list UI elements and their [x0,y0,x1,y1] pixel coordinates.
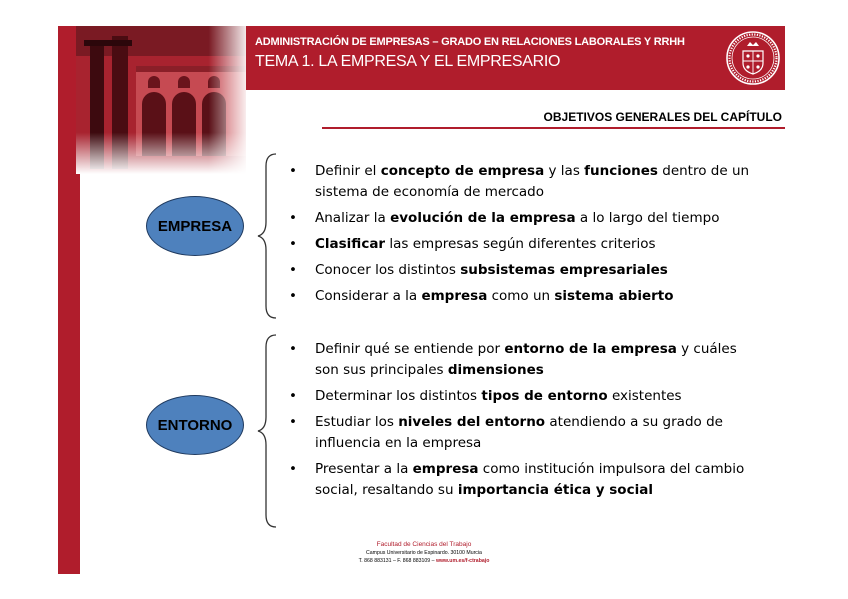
objective-item [286,234,756,255]
objective-text-bold: sistema abierto [554,288,674,304]
objective-text-bold: importancia ética y social [457,482,653,498]
objective-text-bold: tipos de entorno [481,388,608,404]
objective-text: Definir qué se entiende por [315,341,505,357]
objective-text-bold: empresa [412,461,479,477]
empresa-oval [146,196,244,256]
objective-text: y las [544,163,585,179]
footer-web-link[interactable]: www.um.es/f-ctrabajo [435,558,490,564]
section-divider [322,127,785,129]
footer-faculty: Facultad de Ciencias del Trabajo [376,541,472,548]
empresa-brace [256,152,280,320]
objective-text: las empresas según diferentes criterios [385,236,656,252]
objective-text-bold: subsistemas empresariales [460,262,668,278]
objective-text-bold: niveles del entorno [398,414,546,430]
objective-item [286,286,756,307]
objective-text: existentes [607,388,682,404]
header-topic: TEMA 1. LA EMPRESA Y EL EMPRESARIO [255,53,561,70]
objective-item [286,208,756,229]
entorno-oval [146,395,244,455]
objective-text: a lo largo del tiempo [575,210,720,226]
cloister-photo [76,26,246,174]
objective-text: Estudiar los [315,414,399,430]
objective-item [286,386,756,407]
section-title: OBJETIVOS GENERALES DEL CAPÍTULO [543,110,782,124]
entorno-objectives-list [286,339,756,506]
objective-text: Considerar a la [315,288,422,304]
empresa-objectives-list [286,161,756,312]
footer-phones: T. 868 883131 – F. 868 883109 – [358,558,436,564]
header-course: ADMINISTRACIÓN DE EMPRESAS – GRADO EN RELACIONES LABORALES Y RRHH [255,36,685,48]
objective-text-bold: evolución de la empresa [390,210,576,226]
objective-item [286,161,756,203]
objective-text-bold: Clasificar [315,236,386,252]
objective-text: Conocer los distintos [315,262,461,278]
objective-text: Presentar a la [315,461,413,477]
footer-contact [300,557,548,565]
objective-item [286,339,756,381]
objective-item [286,412,756,454]
footer-address: Campus Universitario de Espinardo. 30100 Murcia [366,550,482,556]
objective-text-bold: entorno de la empresa [504,341,677,357]
footer [300,540,548,565]
objective-text: dentro de un sistema de economía de mercado [315,163,750,200]
objective-text: atendiendo a su grado de influencia en la empresa [315,414,723,451]
objective-item [286,459,756,501]
objective-item [286,260,756,281]
objective-text-bold: funciones [584,163,658,179]
objective-text-bold: empresa [421,288,488,304]
objective-text-bold: dimensiones [447,362,544,378]
objective-text-bold: concepto de empresa [380,163,545,179]
empresa-label: EMPRESA [157,217,233,235]
objective-text: como institución impulsora del cambio social, resaltando su [315,461,745,498]
objective-text: y cuáles son sus principales [315,341,737,378]
objective-text: Definir el [315,163,381,179]
objective-text: Analizar la [315,210,391,226]
objective-text: como un [487,288,555,304]
university-seal [725,30,781,86]
entorno-brace [256,333,280,529]
entorno-label: ENTORNO [157,416,233,434]
objective-text: Determinar los distintos [315,388,482,404]
